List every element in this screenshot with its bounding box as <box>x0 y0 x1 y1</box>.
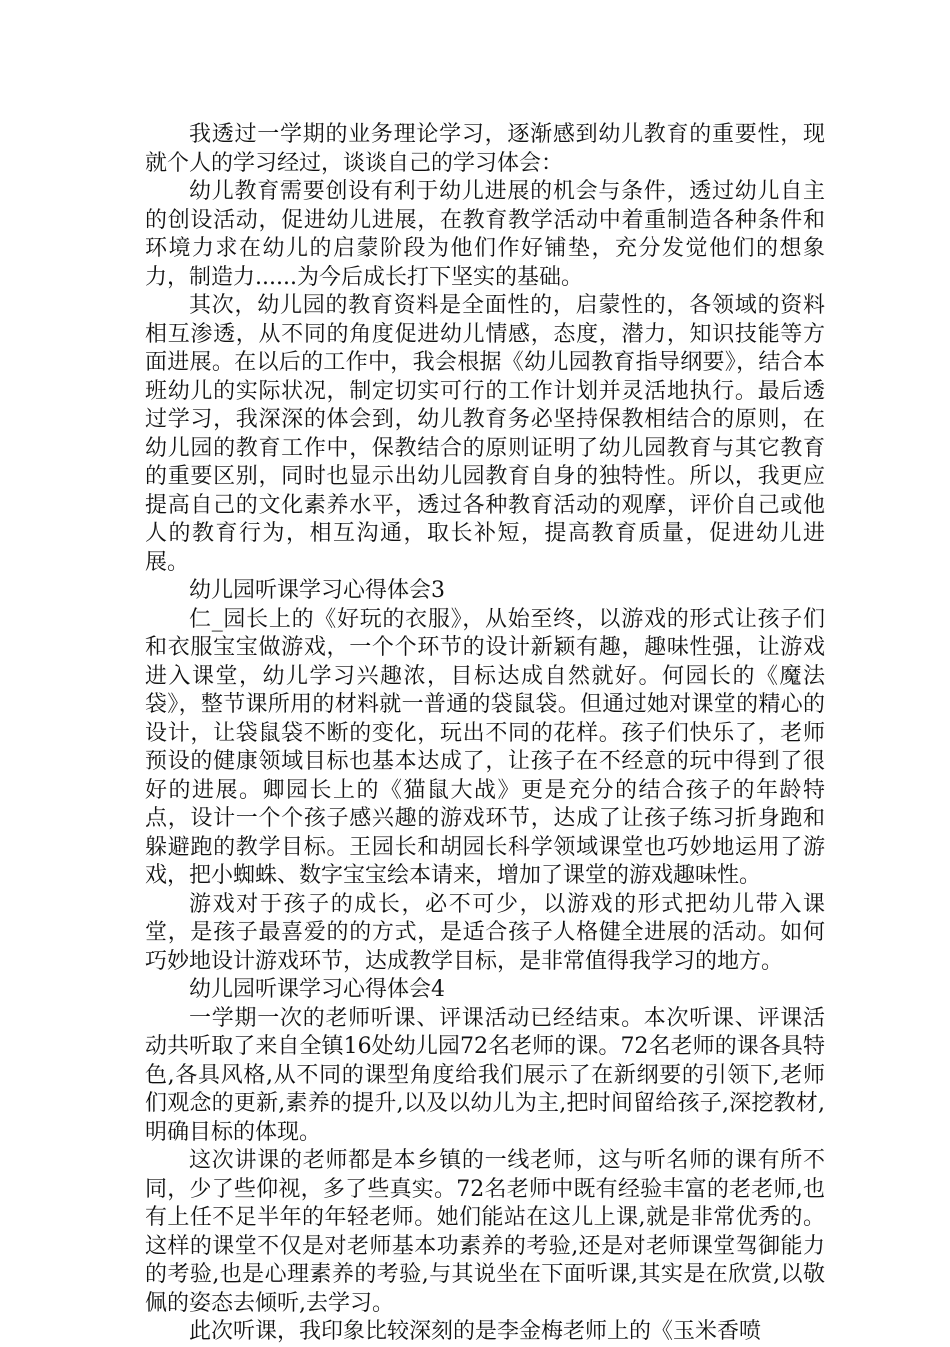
paragraph-conditions: 幼儿教育需要创设有利于幼儿进展的机会与条件，透过幼儿自主的创设活动，促进幼儿进展，在教育教学活动中着重制造各种条件和环境力求在幼儿的启蒙阶段为他们作好铺垫，充分发觉他们的想象力，制造力......为今后成长打下坚实的基础。 <box>145 179 825 290</box>
paragraph-lesson-review: 一学期一次的老师听课、评课活动已经结束。本次听课、评课活动共听取了来自全镇16处幼儿园72名老师的课。72名老师的课各具特色,各具风格,从不同的课型角度给我们展示了在新纲要的引领下,老师们观念的更新,素养的提升,以及以幼儿为主,把时间留给孩子,深挖教材,明确目标的体现。 <box>145 1005 825 1145</box>
paragraph-teachers: 这次讲课的老师都是本乡镇的一线老师，这与听名师的课有所不同，少了些仰视，多了些真实。72名老师中既有经验丰富的老老师,也有上任不足半年的年轻老师。她们能站在这儿上课,就是非常优秀的。这样的课堂不仅是对老师基本功素养的考验,还是对老师课堂驾御能力的考验,也是心理素养的考验,与其说坐在下面听课,其实是在欣赏,以敬佩的姿态去倾听,去学习。 <box>145 1148 825 1316</box>
paragraph-impression: 此次听课，我印象比较深刻的是李金梅老师上的《玉米香喷 <box>189 1319 762 1344</box>
paragraph-materials: 其次，幼儿园的教育资料是全面性的，启蒙性的，各领域的资料相互渗透，从不同的角度促进幼儿情感，态度，潜力，知识技能等方面进展。在以后的工作中，我会根据《幼儿园教育指导纲要》，结合本班幼儿的实际状况，制定切实可行的工作计划并灵活地执行。最后透过学习，我深深的体会到，幼儿教育务必坚持保教相结合的原则，在幼儿园的教育工作中，保教结合的原则证明了幼儿园教育与其它教育的重要区别，同时也显示出幼儿园教育自身的独特性。所以，我更应提高自己的文化素养水平，透过各种教育活动的观摩，评价自己或他人的教育行为，相互沟通，取长补短，提高教育质量，促进幼儿进展。 <box>145 293 825 575</box>
paragraph-games-growth: 游戏对于孩子的成长，必不可少，以游戏的形式把幼儿带入课堂，是孩子最喜爱的的方式，是适合孩子人格健全进展的活动。如何巧妙地设计游戏环节，达成教学目标，是非常值得我学习的地方。 <box>145 891 825 974</box>
section-heading-3: 幼儿园听课学习心得体会3 <box>189 578 445 603</box>
document-body <box>145 121 825 1347</box>
section-heading-4: 幼儿园听课学习心得体会4 <box>189 977 445 1002</box>
paragraph-games-lessons: 仁_园长上的《好玩的衣服》，从始至终，以游戏的形式让孩子们和衣服宝宝做游戏，一个个环节的设计新颖有趣，趣味性强，让游戏进入课堂，幼儿学习兴趣浓，目标达成自然就好。何园长的《魔法袋》，整节课所用的材料就一普通的袋鼠袋。但通过她对课堂的精心的设计，让袋鼠袋不断的变化，玩出不同的花样。孩子们快乐了，老师预设的健康领域目标也基本达成了，让孩子在不经意的玩中得到了很好的进展。卿园长上的《猫鼠大战》更是充分的结合孩子的年龄特点，设计一个个孩子感兴趣的游戏环节，达成了让孩子练习折身跑和躲避跑的教学目标。王园长和胡园长科学领域课堂也巧妙地运用了游戏，把小蜘蛛、数字宝宝绘本请来，增加了课堂的游戏趣味性。 <box>145 606 825 888</box>
paragraph-intro: 我透过一学期的业务理论学习，逐渐感到幼儿教育的重要性，现就个人的学习经过，谈谈自己的学习体会： <box>145 122 825 176</box>
